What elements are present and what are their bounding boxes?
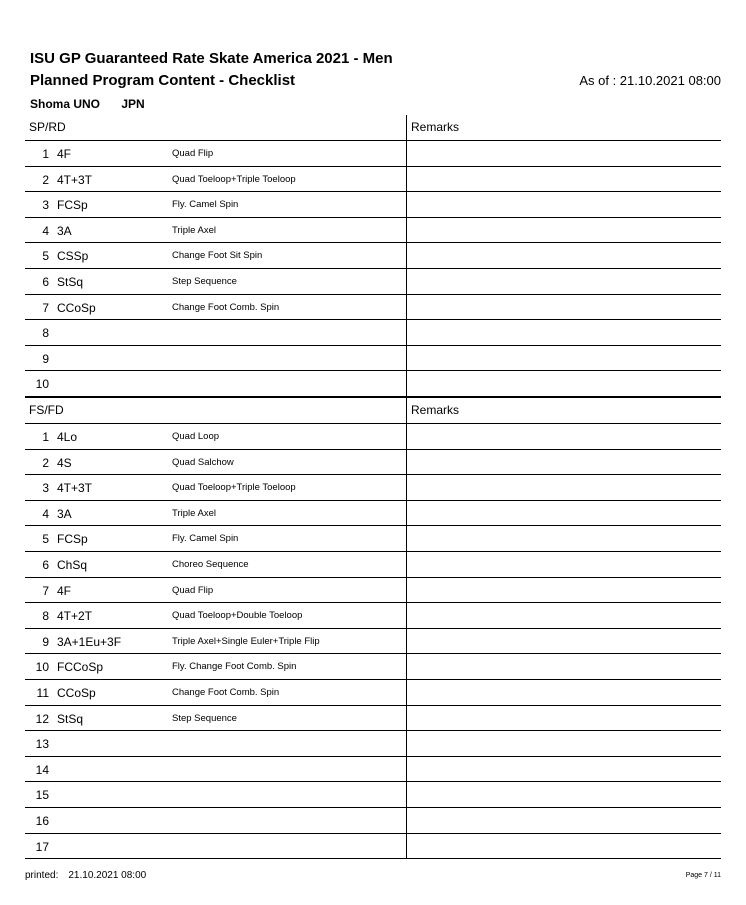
- element-code: FCSp: [57, 532, 88, 547]
- section-label: FS/FD: [29, 403, 64, 417]
- element-code: 4T+2T: [57, 609, 93, 624]
- element-code: 3A+1Eu+3F: [57, 634, 122, 649]
- element-number: 16: [35, 813, 49, 828]
- element-row: [25, 346, 721, 372]
- element-code: 3A: [57, 223, 72, 238]
- element-description: Triple Axel+Single Euler+Triple Flip: [172, 635, 320, 647]
- printed-info: [25, 870, 146, 881]
- element-row: [25, 808, 721, 834]
- element-description: Change Foot Comb. Spin: [172, 301, 280, 313]
- element-list: [25, 141, 721, 397]
- element-row: [25, 450, 721, 476]
- element-description: Choreo Sequence: [172, 558, 249, 570]
- element-description: Quad Toeloop+Triple Toeloop: [172, 173, 296, 185]
- element-code: 4F: [57, 583, 72, 598]
- element-row: [25, 218, 721, 244]
- element-number: 2: [42, 455, 49, 470]
- element-description: Change Foot Sit Spin: [172, 250, 263, 262]
- section-header: [25, 115, 721, 141]
- element-number: 15: [35, 788, 49, 803]
- element-row: [25, 167, 721, 193]
- element-number: 14: [35, 762, 49, 777]
- element-number: 5: [42, 249, 49, 264]
- element-number: 12: [35, 711, 49, 726]
- element-description: Quad Toeloop+Double Toeloop: [172, 610, 303, 622]
- element-number: 3: [42, 481, 49, 496]
- element-description: Triple Axel: [172, 224, 216, 236]
- element-description: Step Sequence: [172, 275, 237, 287]
- element-code: 4F: [57, 147, 72, 161]
- as-of-timestamp: As of : 21.10.2021 08:00: [579, 73, 721, 88]
- element-number: 10: [35, 377, 49, 392]
- element-description: Change Foot Comb. Spin: [172, 686, 280, 698]
- element-row: [25, 706, 721, 732]
- element-row: [25, 141, 721, 167]
- element-code: FCSp: [57, 198, 88, 213]
- element-row: [25, 371, 721, 397]
- element-code: StSq: [57, 274, 84, 289]
- element-number: 3: [42, 198, 49, 213]
- element-row: [25, 526, 721, 552]
- element-description: Fly. Camel Spin: [172, 533, 239, 545]
- element-row: [25, 243, 721, 269]
- remarks-header: Remarks: [411, 403, 460, 417]
- element-code: CSSp: [57, 249, 89, 264]
- element-code: 4Lo: [57, 430, 78, 444]
- element-number: 6: [42, 557, 49, 572]
- element-row: [25, 834, 721, 860]
- document-title: Planned Program Content - Checklist: [30, 72, 296, 89]
- element-description: Step Sequence: [172, 712, 237, 724]
- element-number: 1: [42, 430, 49, 444]
- element-number: 8: [42, 609, 49, 624]
- element-row: [25, 680, 721, 706]
- element-description: Quad Flip: [172, 584, 214, 596]
- element-row: [25, 320, 721, 346]
- element-number: 8: [42, 326, 49, 341]
- element-description: Quad Toeloop+Triple Toeloop: [172, 482, 296, 494]
- element-code: 4T+3T: [57, 481, 93, 496]
- skater-nation: JPN: [121, 97, 145, 111]
- element-number: 11: [36, 685, 49, 700]
- element-row: [25, 629, 721, 655]
- element-row: [25, 192, 721, 218]
- element-number: 6: [42, 274, 49, 289]
- element-number: 1: [42, 147, 49, 161]
- printed-label: printed:: [25, 870, 59, 881]
- printed-date: 21.10.2021 08:00: [68, 870, 147, 881]
- element-row: [25, 782, 721, 808]
- element-number: 9: [42, 351, 49, 366]
- element-description: Triple Axel: [172, 507, 216, 519]
- element-description: Quad Loop: [172, 431, 220, 442]
- element-number: 5: [42, 532, 49, 547]
- free-skate-section: [25, 396, 721, 859]
- element-row: [25, 552, 721, 578]
- element-number: 7: [42, 583, 49, 598]
- event-title: ISU GP Guaranteed Rate Skate America 2021 - Men: [30, 50, 393, 67]
- element-code: StSq: [57, 711, 84, 726]
- element-code: ChSq: [57, 557, 88, 572]
- element-code: CCoSp: [57, 685, 96, 700]
- element-description: Quad Flip: [172, 148, 214, 159]
- section-header: [25, 398, 721, 424]
- element-row: [25, 424, 721, 450]
- element-number: 7: [42, 300, 49, 315]
- element-row: [25, 731, 721, 757]
- element-row: [25, 269, 721, 295]
- element-number: 4: [42, 223, 49, 238]
- element-number: 9: [42, 634, 49, 649]
- short-program-section: [25, 115, 721, 397]
- skater-name: Shoma UNO: [30, 97, 101, 111]
- element-number: 2: [42, 172, 49, 187]
- element-description: Fly. Change Foot Comb. Spin: [172, 661, 297, 673]
- element-number: 4: [42, 506, 49, 521]
- page-number: Page 7 / 11: [685, 872, 721, 879]
- element-code: CCoSp: [57, 300, 96, 315]
- element-code: 4T+3T: [57, 172, 93, 187]
- skater-info: [30, 97, 145, 111]
- element-code: 4S: [57, 455, 72, 470]
- remarks-header: Remarks: [411, 120, 460, 134]
- element-list: [25, 424, 721, 859]
- element-code: 3A: [57, 506, 72, 521]
- element-number: 10: [35, 660, 49, 675]
- element-row: [25, 501, 721, 527]
- element-row: [25, 578, 721, 604]
- element-description: Fly. Camel Spin: [172, 199, 239, 211]
- element-row: [25, 757, 721, 783]
- element-code: FCCoSp: [57, 660, 104, 675]
- element-number: 17: [35, 839, 49, 854]
- element-number: 13: [35, 737, 49, 752]
- section-label: SP/RD: [29, 120, 66, 134]
- element-row: [25, 475, 721, 501]
- element-description: Quad Salchow: [172, 456, 234, 468]
- element-row: [25, 603, 721, 629]
- element-row: [25, 295, 721, 321]
- element-row: [25, 654, 721, 680]
